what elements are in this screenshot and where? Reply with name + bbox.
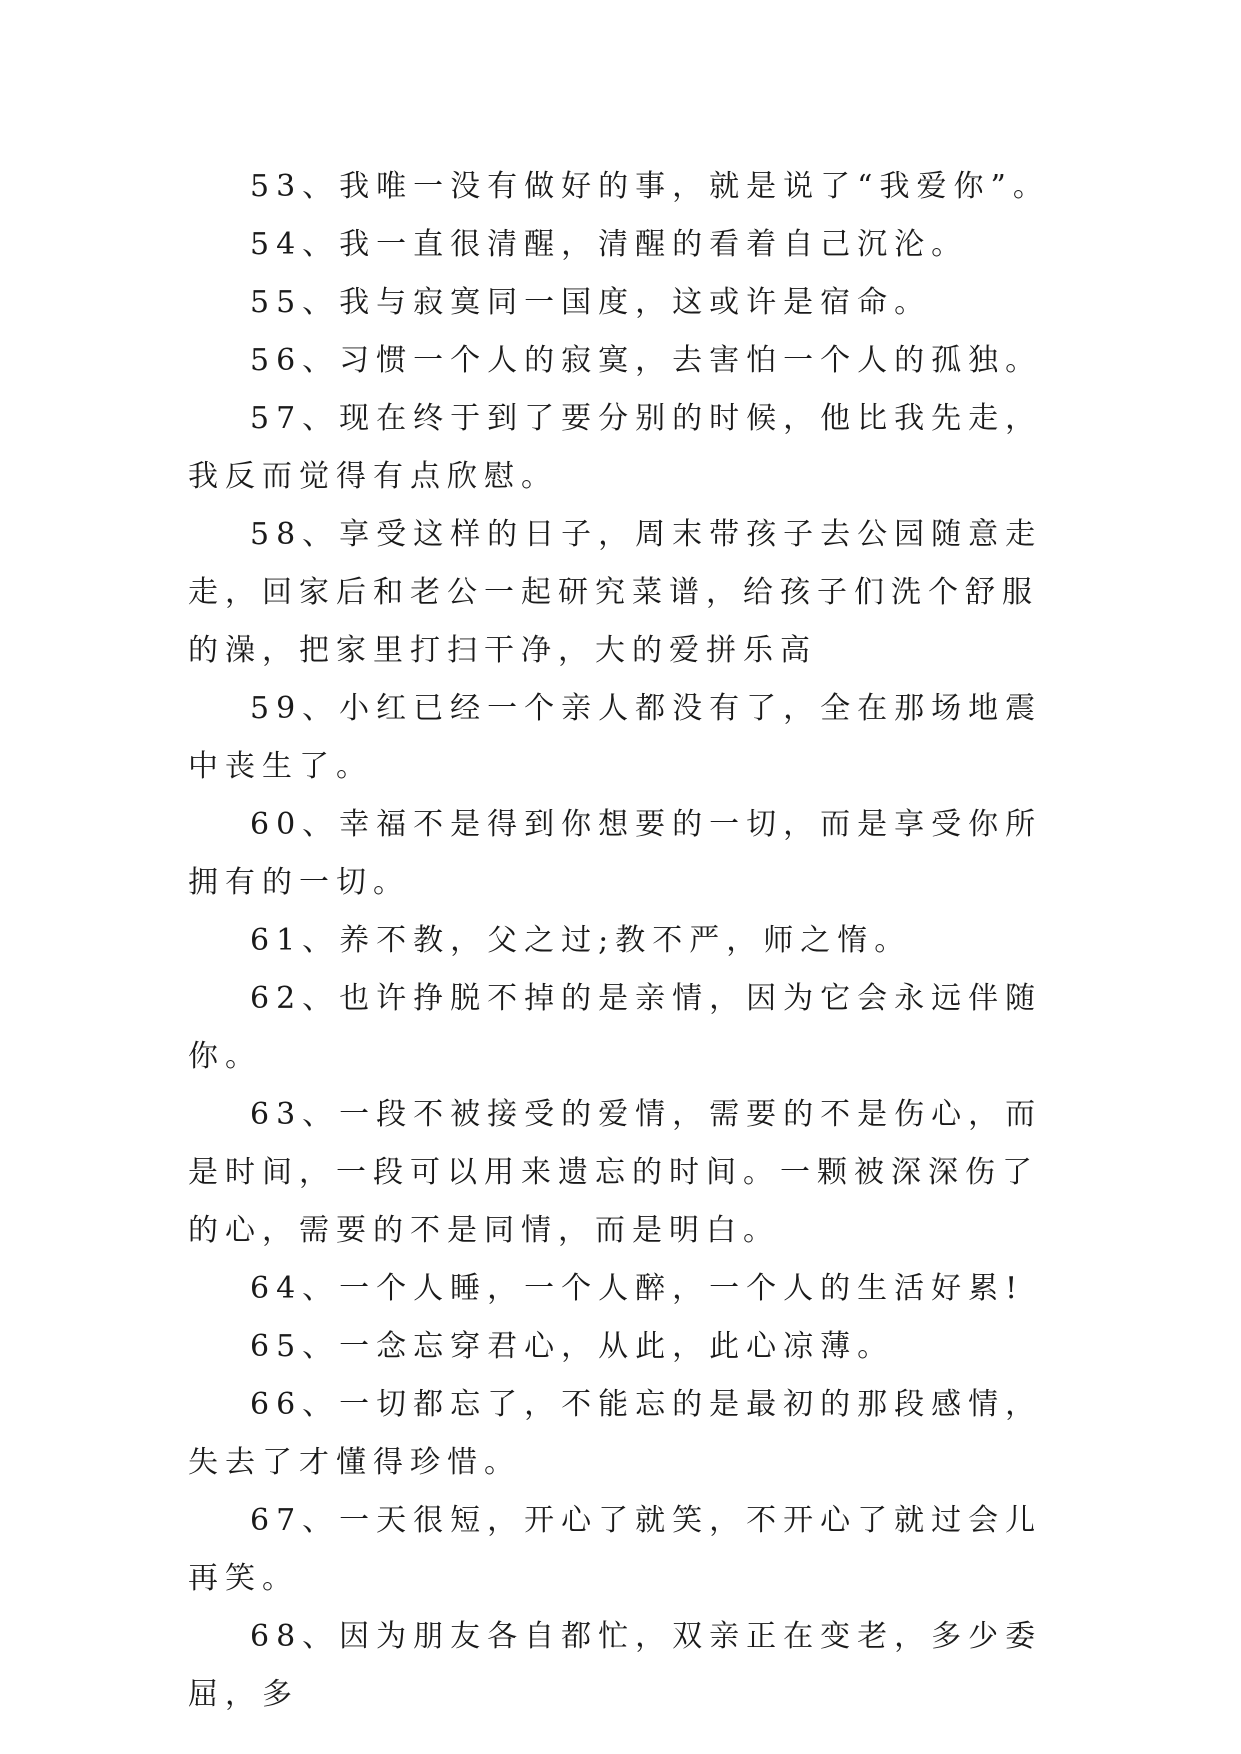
document-body [188, 158, 1068, 1724]
paragraph-59: 59、小红已经一个亲人都没有了，全在那场地震中丧生了。 [188, 691, 1043, 784]
paragraph-64: 64、一个人睡，一个人醉，一个人的生活好累! [250, 1271, 1025, 1306]
paragraph-68: 68、因为朋友各自都忙，双亲正在变老，多少委屈，多 [188, 1619, 1043, 1712]
paragraph-66: 66、一切都忘了，不能忘的是最初的那段感情，失去了才懂得珍惜。 [188, 1387, 1043, 1480]
paragraph-53: 53、我唯一没有做好的事，就是说了“我爱你”。 [250, 169, 1050, 204]
paragraph-58: 58、享受这样的日子，周末带孩子去公园随意走走，回家后和老公一起研究菜谱，给孩子们洗个舒服的澡，把家里打扫干净，大的爱拼乐高 [188, 517, 1043, 668]
paragraph-54: 54、我一直很清醒，清醒的看着自己沉沦。 [250, 227, 969, 262]
paragraph-61: 61、养不教，父之过;教不严，师之惰。 [250, 923, 912, 958]
paragraph-55: 55、我与寂寞同一国度，这或许是宿命。 [250, 285, 932, 320]
paragraph-65: 65、一念忘穿君心，从此，此心凉薄。 [250, 1329, 895, 1364]
paragraph-56: 56、习惯一个人的寂寞，去害怕一个人的孤独。 [250, 343, 1043, 378]
paragraph-62: 62、也许挣脱不掉的是亲情，因为它会永远伴随你。 [188, 981, 1043, 1074]
paragraph-57: 57、现在终于到了要分别的时候，他比我先走，我反而觉得有点欣慰。 [188, 401, 1043, 494]
paragraph-60: 60、幸福不是得到你想要的一切，而是享受你所拥有的一切。 [188, 807, 1043, 900]
paragraph-63: 63、一段不被接受的爱情，需要的不是伤心，而是时间，一段可以用来遗忘的时间。一颗被深深伤了的心，需要的不是同情，而是明白。 [188, 1097, 1043, 1248]
paragraph-67: 67、一天很短，开心了就笑，不开心了就过会儿再笑。 [188, 1503, 1043, 1596]
